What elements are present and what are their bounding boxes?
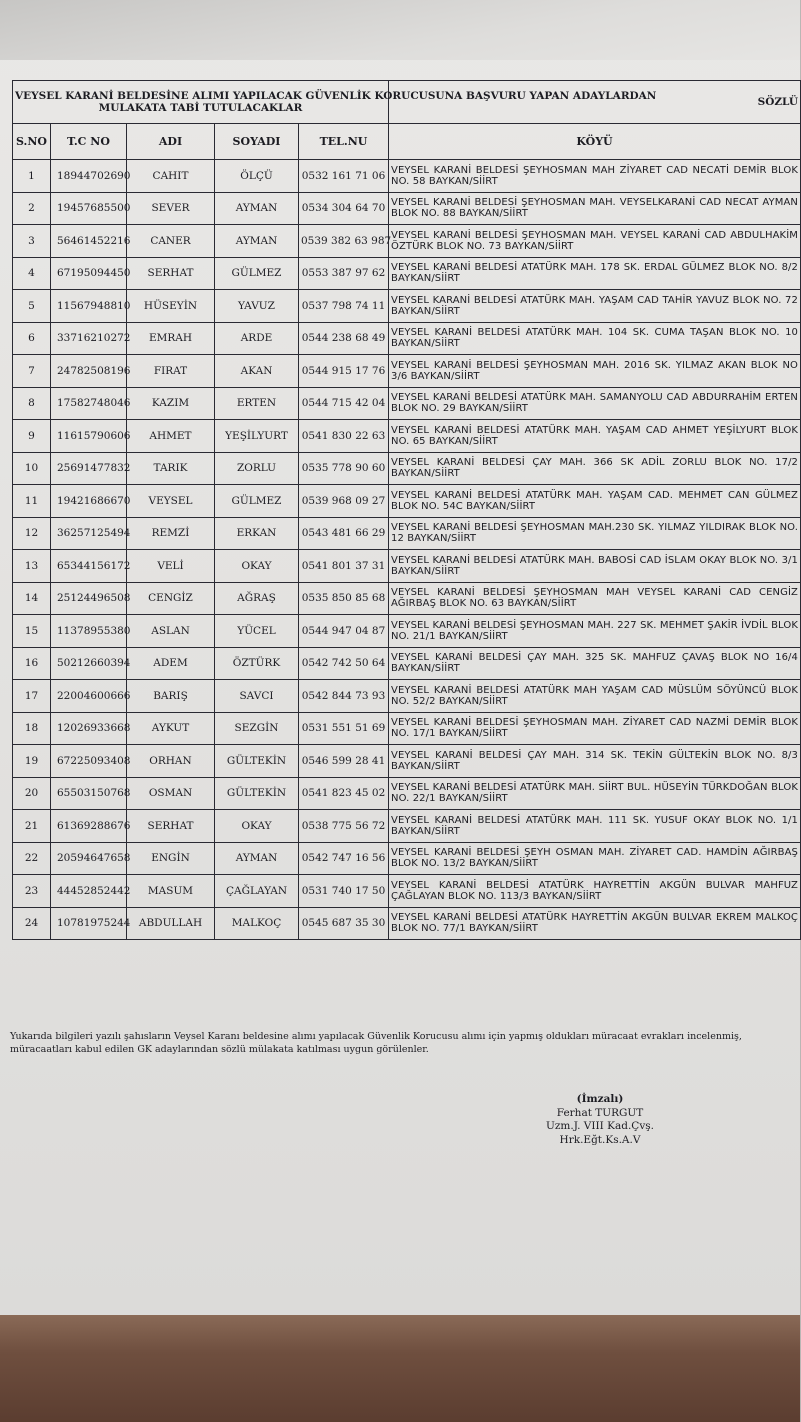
- cell-koyu: VEYSEL KARANİ BELDESİ ATATÜRK MAH. SAMANYOLU CAD ABDURRAHİM ERTEN BLOK NO. 29 BAYKAN/SİİRT: [389, 387, 801, 420]
- cell-koyu: VEYSEL KARANİ BELDESİ ŞEYHOSMAN MAH. 2016 SK. YILMAZ AKAN BLOK NO 3/6 BAYKAN/SİİRT: [389, 355, 801, 388]
- table-row: [13, 907, 801, 940]
- cell-adi: HÜSEYİN: [127, 290, 215, 323]
- cell-sno: 11: [13, 485, 51, 518]
- page-corner-shadow: [0, 0, 800, 60]
- table-row: [13, 452, 801, 485]
- cell-adi: ABDULLAH: [127, 907, 215, 940]
- table-row: [13, 387, 801, 420]
- table-row: [13, 225, 801, 258]
- cell-tel: 0534 304 64 70: [299, 192, 389, 225]
- table-row: [13, 517, 801, 550]
- header-tel: TEL.NU: [299, 124, 389, 160]
- table-row: [13, 160, 801, 193]
- cell-adi: SERHAT: [127, 257, 215, 290]
- document-title-line2: MULAKATA TABİ TUTULACAKLAR: [98, 102, 303, 114]
- cell-tel: 0535 850 85 68: [299, 582, 389, 615]
- cell-sno: 19: [13, 745, 51, 778]
- cell-adi: KAZIM: [127, 387, 215, 420]
- cell-tcno: 36257125494: [51, 517, 127, 550]
- cell-soyadi: ÖZTÜRK: [215, 647, 299, 680]
- cell-soyadi: AĞRAŞ: [215, 582, 299, 615]
- cell-sno: 21: [13, 810, 51, 843]
- cell-koyu: VEYSEL KARANİ BELDESİ ATATÜRK MAH. YAŞAM CAD AHMET YEŞİLYURT BLOK NO. 65 BAYKAN/SİİRT: [389, 420, 801, 453]
- cell-tel: 0553 387 97 62: [299, 257, 389, 290]
- cell-tcno: 25691477832: [51, 452, 127, 485]
- cell-koyu: VEYSEL KARANİ BELDESİ ŞEYHOSMAN MAH. VEYSELKARANİ CAD NECAT AYMAN BLOK NO. 88 BAYKAN/SİİRT: [389, 192, 801, 225]
- table-title-row: [13, 81, 801, 124]
- header-koyu: KÖYÜ: [389, 124, 801, 160]
- desk-surface: [0, 1315, 800, 1422]
- cell-soyadi: YAVUZ: [215, 290, 299, 323]
- cell-soyadi: ÖLÇÜ: [215, 160, 299, 193]
- table-row: [13, 192, 801, 225]
- document-title: [13, 81, 657, 124]
- table-row: [13, 290, 801, 323]
- table-row: [13, 777, 801, 810]
- cell-sno: 13: [13, 550, 51, 583]
- cell-soyadi: MALKOÇ: [215, 907, 299, 940]
- cell-koyu: VEYSEL KARANİ BELDESİ ÇAY MAH. 366 SK ADİL ZORLU BLOK NO. 17/2 BAYKAN/SİİRT: [389, 452, 801, 485]
- cell-sno: 20: [13, 777, 51, 810]
- cell-koyu: VEYSEL KARANİ BELDESİ ŞEYHOSMAN MAH. 227 SK. MEHMET ŞAKİR İVDİL BLOK NO. 21/1 BAYKAN/SİİRT: [389, 615, 801, 648]
- header-sno: S.NO: [13, 124, 51, 160]
- table-row: [13, 355, 801, 388]
- exam-type-tag: SÖZLÜ: [389, 81, 801, 124]
- cell-tcno: 67225093408: [51, 745, 127, 778]
- cell-tel: 0543 481 66 29: [299, 517, 389, 550]
- table-row: [13, 322, 801, 355]
- header-tcno: T.C NO: [51, 124, 127, 160]
- cell-sno: 10: [13, 452, 51, 485]
- table-row: [13, 550, 801, 583]
- cell-tcno: 24782508196: [51, 355, 127, 388]
- cell-tel: 0542 742 50 64: [299, 647, 389, 680]
- cell-adi: EMRAH: [127, 322, 215, 355]
- cell-soyadi: OKAY: [215, 810, 299, 843]
- cell-tel: 0545 687 35 30: [299, 907, 389, 940]
- cell-tel: 0539 968 09 27: [299, 485, 389, 518]
- cell-adi: VEYSEL: [127, 485, 215, 518]
- cell-tel: 0544 915 17 76: [299, 355, 389, 388]
- cell-koyu: VEYSEL KARANİ BELDESİ ATATÜRK MAH. YAŞAM CAD. MEHMET CAN GÜLMEZ BLOK NO. 54C BAYKAN/SİİRT: [389, 485, 801, 518]
- table-row: [13, 647, 801, 680]
- cell-sno: 7: [13, 355, 51, 388]
- cell-adi: CAHIT: [127, 160, 215, 193]
- cell-tel: 0538 775 56 72: [299, 810, 389, 843]
- cell-sno: 23: [13, 875, 51, 908]
- cell-koyu: VEYSEL KARANİ BELDESİ ATATÜRK MAH. SİİRT BUL. HÜSEYİN TÜRKDOĞAN BLOK NO. 22/1 BAYKAN/SİİRT: [389, 777, 801, 810]
- cell-sno: 6: [13, 322, 51, 355]
- cell-adi: REMZİ: [127, 517, 215, 550]
- cell-soyadi: ERTEN: [215, 387, 299, 420]
- cell-tcno: 10781975244: [51, 907, 127, 940]
- cell-sno: 12: [13, 517, 51, 550]
- cell-adi: TARIK: [127, 452, 215, 485]
- cell-soyadi: YÜCEL: [215, 615, 299, 648]
- table-row: [13, 420, 801, 453]
- cell-koyu: VEYSEL KARANİ BELDESİ ŞEYHOSMAN MAH.230 SK. YILMAZ YILDIRAK BLOK NO. 12 BAYKAN/SİİRT: [389, 517, 801, 550]
- cell-sno: 15: [13, 615, 51, 648]
- cell-koyu: VEYSEL KARANİ BELDESİ ATATÜRK MAH. BABOSİ CAD İSLAM OKAY BLOK NO. 3/1 BAYKAN/SİİRT: [389, 550, 801, 583]
- cell-koyu: VEYSEL KARANİ BELDESİ ŞEYHOSMAN MAH VEYSEL KARANİ CAD CENGİZ AĞIRBAŞ BLOK NO. 63 BAYKAN/SİİRT: [389, 582, 801, 615]
- header-adi: ADI: [127, 124, 215, 160]
- cell-soyadi: AKAN: [215, 355, 299, 388]
- cell-sno: 2: [13, 192, 51, 225]
- cell-tcno: 18944702690: [51, 160, 127, 193]
- cell-adi: AHMET: [127, 420, 215, 453]
- cell-soyadi: ÇAĞLAYAN: [215, 875, 299, 908]
- cell-tel: 0546 599 28 41: [299, 745, 389, 778]
- cell-soyadi: YEŞİLYURT: [215, 420, 299, 453]
- cell-koyu: VEYSEL KARANİ BELDESİ ATATÜRK MAH. 111 SK. YUSUF OKAY BLOK NO. 1/1 BAYKAN/SİİRT: [389, 810, 801, 843]
- cell-tcno: 44452852442: [51, 875, 127, 908]
- cell-tel: 0531 740 17 50: [299, 875, 389, 908]
- cell-adi: SERHAT: [127, 810, 215, 843]
- cell-tcno: 20594647658: [51, 842, 127, 875]
- cell-tel: 0537 798 74 11: [299, 290, 389, 323]
- cell-soyadi: GÜLMEZ: [215, 485, 299, 518]
- cell-tcno: 17582748046: [51, 387, 127, 420]
- cell-tcno: 56461452216: [51, 225, 127, 258]
- cell-sno: 14: [13, 582, 51, 615]
- cell-adi: BARIŞ: [127, 680, 215, 713]
- signature-rank: Uzm.J. VIII Kad.Çvş.: [546, 1120, 654, 1132]
- signature-name: Ferhat TURGUT: [556, 1106, 644, 1119]
- table-body: [13, 160, 801, 940]
- cell-sno: 18: [13, 712, 51, 745]
- cell-adi: ENGİN: [127, 842, 215, 875]
- cell-koyu: VEYSEL KARANİ BELDESİ ŞEYHOSMAN MAH. VEYSEL KARANİ CAD ABDULHAKİM ÖZTÜRK BLOK NO. 73 BAYKAN/SİİRT: [389, 225, 801, 258]
- cell-soyadi: GÜLTEKİN: [215, 745, 299, 778]
- cell-tcno: 19457685500: [51, 192, 127, 225]
- cell-tcno: 19421686670: [51, 485, 127, 518]
- table-header-row: [13, 124, 801, 160]
- cell-koyu: VEYSEL KARANİ BELDESİ ÇAY MAH. 314 SK. TEKİN GÜLTEKİN BLOK NO. 8/3 BAYKAN/SİİRT: [389, 745, 801, 778]
- cell-koyu: VEYSEL KARANİ BELDESİ ÇAY MAH. 325 SK. MAHFUZ ÇAVAŞ BLOK NO 16/4 BAYKAN/SİİRT: [389, 647, 801, 680]
- cell-tcno: 25124496508: [51, 582, 127, 615]
- cell-tcno: 67195094450: [51, 257, 127, 290]
- cell-tel: 0544 238 68 49: [299, 322, 389, 355]
- cell-adi: OSMAN: [127, 777, 215, 810]
- table-row: [13, 745, 801, 778]
- cell-sno: 4: [13, 257, 51, 290]
- cell-koyu: VEYSEL KARANİ BELDESİ ŞEYHOSMAN MAH. ZİYARET CAD NAZMİ DEMİR BLOK NO. 17/1 BAYKAN/SİİRT: [389, 712, 801, 745]
- cell-soyadi: ERKAN: [215, 517, 299, 550]
- cell-koyu: VEYSEL KARANİ BELDESİ ATATÜRK MAH YAŞAM CAD MÜSLÜM SÖYÜNCÜ BLOK NO. 52/2 BAYKAN/SİİRT: [389, 680, 801, 713]
- cell-tel: 0541 830 22 63: [299, 420, 389, 453]
- cell-adi: MASUM: [127, 875, 215, 908]
- table-row: [13, 680, 801, 713]
- cell-soyadi: AYMAN: [215, 842, 299, 875]
- cell-soyadi: ARDE: [215, 322, 299, 355]
- cell-soyadi: AYMAN: [215, 192, 299, 225]
- cell-adi: ORHAN: [127, 745, 215, 778]
- cell-adi: SEVER: [127, 192, 215, 225]
- cell-tcno: 65503150768: [51, 777, 127, 810]
- signature-unit: Hrk.Eğt.Ks.A.V: [559, 1133, 641, 1146]
- table-row: [13, 875, 801, 908]
- cell-adi: AYKUT: [127, 712, 215, 745]
- cell-adi: CENGİZ: [127, 582, 215, 615]
- cell-tel: 0544 715 42 04: [299, 387, 389, 420]
- signature-label: (İmzalı): [576, 1093, 624, 1105]
- cell-tel: 0542 844 73 93: [299, 680, 389, 713]
- cell-tel: 0544 947 04 87: [299, 615, 389, 648]
- signature-block: [520, 1093, 680, 1147]
- cell-sno: 8: [13, 387, 51, 420]
- cell-tcno: 11378955380: [51, 615, 127, 648]
- table-row: [13, 485, 801, 518]
- cell-adi: ASLAN: [127, 615, 215, 648]
- cell-sno: 9: [13, 420, 51, 453]
- table-row: [13, 842, 801, 875]
- cell-tel: 0532 161 71 06: [299, 160, 389, 193]
- cell-tcno: 11567948810: [51, 290, 127, 323]
- cell-tcno: 61369288676: [51, 810, 127, 843]
- cell-tcno: 50212660394: [51, 647, 127, 680]
- cell-adi: CANER: [127, 225, 215, 258]
- table-row: [13, 582, 801, 615]
- cell-soyadi: OKAY: [215, 550, 299, 583]
- cell-soyadi: SAVCI: [215, 680, 299, 713]
- cell-sno: 16: [13, 647, 51, 680]
- cell-soyadi: ZORLU: [215, 452, 299, 485]
- cell-tcno: 22004600666: [51, 680, 127, 713]
- cell-koyu: VEYSEL KARANİ BELDESİ ATATÜRK MAH. 104 SK. CUMA TAŞAN BLOK NO. 10 BAYKAN/SİİRT: [389, 322, 801, 355]
- cell-adi: FIRAT: [127, 355, 215, 388]
- cell-tcno: 11615790606: [51, 420, 127, 453]
- cell-sno: 22: [13, 842, 51, 875]
- cell-koyu: VEYSEL KARANİ BELDESİ ATATÜRK HAYRETTİN AKGÜN BULVAR EKREM MALKOÇ BLOK NO. 77/1 BAYKAN/SİİRT: [389, 907, 801, 940]
- cell-tcno: 65344156172: [51, 550, 127, 583]
- table-row: [13, 257, 801, 290]
- table-row: [13, 810, 801, 843]
- cell-sno: 1: [13, 160, 51, 193]
- cell-koyu: VEYSEL KARANİ BELDESİ ŞEYH OSMAN MAH. ZİYARET CAD. HAMDİN AĞIRBAŞ BLOK NO. 13/2 BAYKAN/SİİRT: [389, 842, 801, 875]
- cell-koyu: VEYSEL KARANİ BELDESİ ATATÜRK HAYRETTİN AKGÜN BULVAR MAHFUZ ÇAĞLAYAN BLOK NO. 113/3 BAYKAN/SİİRT: [389, 875, 801, 908]
- cell-sno: 17: [13, 680, 51, 713]
- cell-tel: 0535 778 90 60: [299, 452, 389, 485]
- cell-sno: 5: [13, 290, 51, 323]
- document-title-line1: VEYSEL KARANİ BELDESİNE ALIMI YAPILACAK GÜVENLİK KORUCUSUNA BAŞVURU YAPAN ADAYLARDAN: [15, 90, 657, 102]
- table-row: [13, 712, 801, 745]
- cell-sno: 3: [13, 225, 51, 258]
- cell-soyadi: GÜLTEKİN: [215, 777, 299, 810]
- table-row: [13, 615, 801, 648]
- cell-adi: VELİ: [127, 550, 215, 583]
- header-soyadi: SOYADI: [215, 124, 299, 160]
- cell-tel: 0541 801 37 31: [299, 550, 389, 583]
- cell-tel: 0539 382 63 987: [299, 225, 389, 258]
- cell-koyu: VEYSEL KARANİ BELDESİ ATATÜRK MAH. YAŞAM CAD TAHİR YAVUZ BLOK NO. 72 BAYKAN/SİİRT: [389, 290, 801, 323]
- cell-sno: 24: [13, 907, 51, 940]
- candidate-table: [12, 80, 801, 940]
- cell-soyadi: SEZGİN: [215, 712, 299, 745]
- cell-tcno: 12026933668: [51, 712, 127, 745]
- cell-koyu: VEYSEL KARANİ BELDESİ ATATÜRK MAH. 178 SK. ERDAL GÜLMEZ BLOK NO. 8/2 BAYKAN/SİİRT: [389, 257, 801, 290]
- cell-tcno: 33716210272: [51, 322, 127, 355]
- cell-tel: 0531 551 51 69: [299, 712, 389, 745]
- cell-soyadi: AYMAN: [215, 225, 299, 258]
- cell-tel: 0541 823 45 02: [299, 777, 389, 810]
- cell-koyu: VEYSEL KARANİ BELDESİ ŞEYHOSMAN MAH ZİYARET CAD NECATİ DEMİR BLOK NO. 58 BAYKAN/SİİRT: [389, 160, 801, 193]
- cell-adi: ADEM: [127, 647, 215, 680]
- footnote-text: Yukarıda bilgileri yazılı şahısların Veysel Karanı beldesine alımı yapılacak Güvenlik Korucusu alımı için yapmış oldukları müracaat evrakları incelenmiş, müracaatları kabul edilen GK adaylarından sözlü mülakata katılması uygun görülenler.: [10, 1031, 742, 1055]
- cell-tel: 0542 747 16 56: [299, 842, 389, 875]
- cell-soyadi: GÜLMEZ: [215, 257, 299, 290]
